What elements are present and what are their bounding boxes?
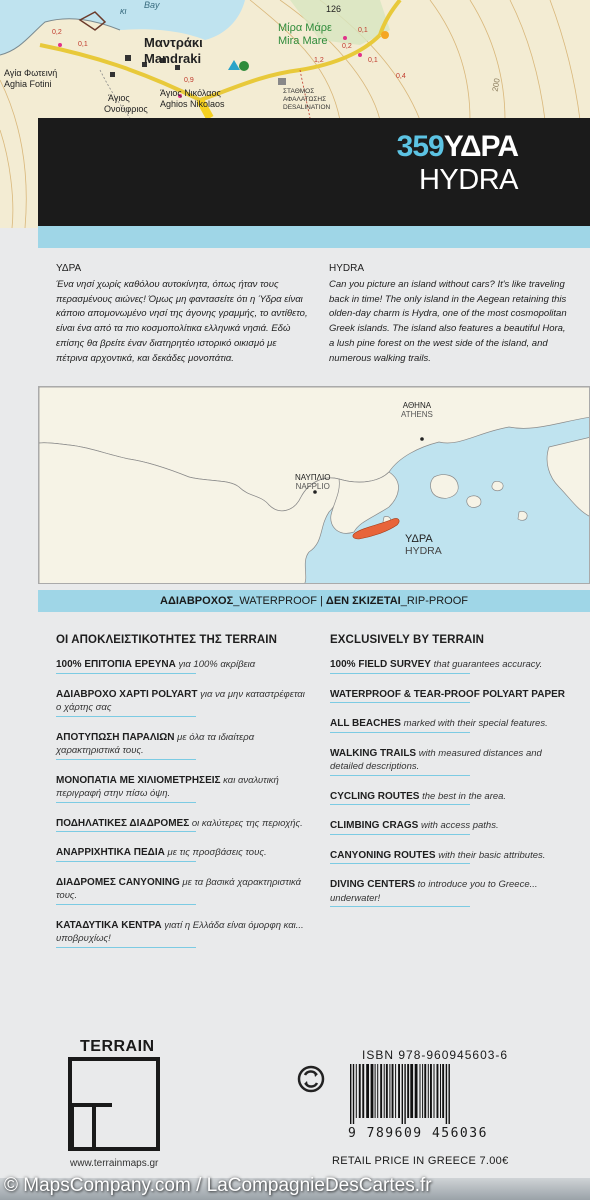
barcode-bar	[424, 1064, 426, 1118]
map-label-agia-fotini-en: Aghia Fotini	[4, 79, 52, 89]
features-english	[330, 634, 570, 921]
barcode-bar	[375, 1064, 376, 1118]
feature-english-item-underline	[330, 834, 470, 835]
feature-english-item-desc: to introduce you to Greece... underwater!	[330, 879, 538, 904]
barcode-bar	[437, 1064, 439, 1118]
barcode-bar	[380, 1064, 382, 1118]
map-label-dist-12: 1,2	[314, 57, 324, 64]
map-label-dist-02a: 0,2	[52, 29, 62, 36]
barcode-bar	[356, 1064, 357, 1118]
feature-english-item-key: 100% FIELD SURVEY	[330, 659, 431, 670]
map-label-dist-02b: 0,2	[342, 43, 352, 50]
map-label-mira-mare-en: Mira Mare	[278, 35, 328, 47]
title-name-gr: ΥΔΡΑ	[443, 130, 518, 163]
feature-english-item	[330, 849, 570, 865]
feature-english-item-underline	[330, 906, 470, 907]
description-greek-text: Ένα νησί χωρίς καθόλου αυτοκίνητα, όπως ήταν τους περασμένους αιώνες! Όμως μη φαντασείτε ότι η Ύδρα είναι κάποιο απομονωμένο νησί της άγονης γραμμής, το αντίθετο, είναι ένα από τα πιο κοσμοπολίτικα ελληνικά νησιά. Εδώ επίσης θα βρείτε έναν διατηρητέο ιστορικό οικισμό με πέτρινα αρχοντικά, και δεκάδες μονοπάτια.	[56, 278, 308, 364]
feature-english-item-desc: the best in the area.	[419, 790, 507, 802]
map-label-mira-mare-gr: Μίρα Μάρε	[278, 22, 332, 34]
overview-label-hydra-gr: ΥΔΡΑ	[405, 533, 433, 545]
terrain-logo-icon	[68, 1057, 160, 1158]
barcode-bar	[410, 1064, 413, 1118]
feature-greek-item-desc: με τις προσβάσεις τους.	[164, 847, 267, 858]
title-name-en: HYDRA	[418, 164, 518, 196]
map-label-dist-04: 0,4	[396, 73, 406, 80]
barcode-digits: 9 789609 456036	[348, 1126, 488, 1141]
feature-greek-item-key: 100% ΕΠΙΤΟΠΙΑ ΕΡΕΥΝΑ	[56, 659, 176, 670]
description-english-heading: HYDRA	[329, 263, 365, 274]
feature-greek-item-desc: και αναλυτική περιγραφή στην πίσω όψη.	[56, 774, 279, 799]
title-band	[38, 118, 590, 226]
feature-greek-item-key: ΠΟΔΗΛΑΤΙΚΕΣ ΔΙΑΔΡΟΜΕΣ	[56, 817, 190, 829]
waterproof-bar	[38, 590, 590, 612]
barcode-bar	[440, 1064, 441, 1118]
feature-greek-item-key: ΑΝΑΡΡΙΧΗΤΙΚΑ ΠΕΔΙΑ	[56, 847, 165, 858]
map-label-bay: κι	[120, 6, 127, 16]
feature-greek-item-underline	[56, 802, 196, 803]
barcode-bar	[386, 1064, 388, 1118]
feature-greek-item	[56, 876, 306, 905]
feature-english-item	[330, 658, 570, 674]
map-label-dist-01b: 0,1	[358, 27, 368, 34]
features-english-heading: EXCLUSIVELY BY TERRAIN	[330, 634, 485, 646]
map-label-dist-01a: 0,1	[78, 41, 88, 48]
title-number: 359	[396, 130, 444, 163]
overview-label-athens-gr: ΑΘΗΝΑ	[402, 401, 432, 410]
accent-bar-top	[38, 226, 590, 248]
description-english	[329, 262, 567, 367]
feature-english-item-desc: with their basic attributes.	[435, 849, 546, 861]
feature-greek-item-underline	[56, 947, 196, 948]
barcode-bar	[350, 1064, 351, 1124]
feature-greek-item-underline	[56, 759, 196, 760]
barcode-bar	[442, 1064, 444, 1118]
feature-english-item-desc: with measured distances and detailed descriptions.	[330, 747, 542, 772]
feature-english-item-key: WALKING TRAILS	[330, 747, 417, 759]
feature-greek-item	[56, 731, 306, 760]
map-label-agios-nikolaos-gr: Άγιος Νικόλαος	[160, 88, 221, 98]
features-greek-heading: ΟΙ ΑΠΟΚΛΕΙΣΤΙΚΟΤΗΤΕΣ ΤΗΣ TERRAIN	[56, 634, 278, 646]
feature-english-item-desc: with access paths.	[418, 820, 499, 831]
barcode	[348, 1064, 534, 1129]
feature-greek-item-key: ΔΙΑΔΡΟΜΕΣ CANYONING	[56, 876, 180, 888]
feature-greek-item-key: ΜΟΝΟΠΑΤΙΑ ΜΕ ΧΙΛΙΟΜΕΤΡΗΣΕΙΣ	[56, 774, 221, 786]
barcode-bar	[407, 1064, 409, 1118]
isbn-label: ISBN 978-960945603-6	[362, 1048, 509, 1062]
map-label-agios-nikolaos-en: Aghios Nikolaos	[160, 99, 225, 109]
feature-greek-item-underline	[56, 716, 196, 717]
feature-greek-item-desc: για 100% ακρίβεια	[175, 659, 256, 670]
map-label-station-2: ΑΦΑΛΑΤΩΣΗΣ	[283, 96, 327, 103]
feature-english-item	[330, 747, 570, 776]
map-label-elev-200: 200	[490, 77, 502, 93]
overview-label-hydra	[405, 533, 442, 557]
feature-greek-item-underline	[56, 673, 196, 674]
feature-english-item-desc: marked with their special features.	[400, 718, 548, 729]
feature-greek-item-underline	[56, 904, 196, 905]
feature-greek-item-desc: με όλα τα ιδιαίτερα χαρακτηριστικά τους.	[56, 731, 255, 756]
feature-english-item	[330, 717, 570, 733]
retail-price: RETAIL PRICE IN GREECE 7.00€	[332, 1155, 509, 1167]
feature-greek-item-desc: γιατί η Ελλάδα είναι όμορφη και... υποβρυχίως!	[56, 919, 304, 944]
feature-greek-item-underline	[56, 861, 196, 862]
feature-english-item	[330, 790, 570, 806]
map-label-dist-01c: 0,1	[368, 57, 378, 64]
feature-english-item	[330, 878, 570, 907]
feature-greek-item-key: ΚΑΤΑΔΥΤΙΚΑ ΚΕΝΤΡΑ	[56, 919, 162, 931]
feature-greek-item-underline	[56, 831, 196, 832]
feature-english-item-underline	[330, 775, 470, 776]
recycle-icon	[296, 1064, 326, 1099]
barcode-bar	[422, 1064, 423, 1118]
waterproof-separator: |	[316, 595, 326, 607]
feature-greek-item-desc: με τα βασικά χαρακτηριστικά τους.	[56, 876, 302, 901]
feature-greek-item	[56, 817, 306, 833]
map-label-station-3: DESALINATION	[283, 104, 331, 111]
barcode-bar	[371, 1064, 374, 1118]
barcode-bar	[430, 1064, 432, 1118]
watermark: © MapsCompany.com / LaCompagnieDesCartes.fr	[4, 1175, 432, 1196]
features-greek	[56, 634, 306, 962]
barcode-bar	[415, 1064, 418, 1118]
map-label-station-1: ΣΤΑΘΜΟΣ	[283, 88, 315, 95]
description-greek	[56, 262, 310, 367]
barcode-bar	[402, 1064, 403, 1124]
feature-greek-item	[56, 658, 306, 674]
feature-english-item-underline	[330, 702, 470, 703]
overview-label-hydra-en: HYDRA	[405, 545, 442, 557]
feature-english-item-key: WATERPROOF & TEAR-PROOF POLYART PAPER	[330, 688, 566, 700]
overview-map	[38, 386, 590, 584]
barcode-bar	[420, 1064, 421, 1118]
feature-greek-item-desc: για να μην καταστρέφεται ο χάρτης σας	[56, 688, 305, 713]
ripproof-en: _RIP-PROOF	[400, 595, 468, 607]
feature-greek-item-desc: οι καλύτερες της περιοχής.	[189, 817, 303, 829]
barcode-bar	[434, 1064, 435, 1118]
barcode-bar	[384, 1064, 385, 1118]
feature-english-item	[330, 819, 570, 835]
description-greek-heading: ΥΔΡΑ	[56, 263, 82, 274]
overview-label-athens	[401, 401, 433, 419]
map-label-agia-fotini-gr: Αγία Φωτεινή	[4, 68, 58, 78]
waterproof-en: _WATERPROOF	[233, 595, 317, 607]
feature-english-item-underline	[330, 863, 470, 864]
feature-greek-item	[56, 846, 306, 862]
feature-greek-item-key: ΑΔΙΑΒΡΟΧΟ ΧΑΡΤΙ POLYART	[56, 688, 198, 700]
barcode-bar	[404, 1064, 405, 1124]
overview-label-nafplio	[295, 473, 330, 491]
barcode-bar	[377, 1064, 378, 1118]
map-label-mandraki-gr: Μαντράκι	[144, 35, 203, 50]
ripproof-gr: ΔΕΝ ΣΚΙΖΕΤΑΙ	[325, 595, 401, 607]
feature-english-item-underline	[330, 804, 470, 805]
title-line	[397, 130, 518, 164]
features-greek-list	[56, 658, 306, 948]
map-label-mandraki-en: Mandraki	[144, 51, 202, 66]
barcode-bar	[446, 1064, 447, 1124]
overview-label-athens-en: ATHENS	[401, 410, 433, 419]
barcode-bar	[366, 1064, 369, 1118]
barcode-bar	[389, 1064, 390, 1118]
feature-greek-item	[56, 774, 306, 803]
waterproof-gr: ΑΔΙΑΒΡΟΧΟΣ	[160, 595, 234, 607]
overview-label-nafplio-gr: ΝΑΥΠΛΙΟ	[295, 473, 331, 482]
barcode-bar	[428, 1064, 429, 1118]
map-label-agios-onoufrios-1: Άγιος	[108, 93, 130, 103]
overview-label-nafplio-en: NAFPLIO	[295, 482, 330, 491]
barcode-bar	[449, 1064, 450, 1124]
map-label-agios-onoufrios-2: Ονούφριος	[104, 104, 148, 114]
feature-english-item-key: CLIMBING CRAGS	[330, 820, 419, 831]
feature-english-item	[330, 688, 570, 704]
feature-greek-item-key: ΑΠΟΤΥΠΩΣΗ ΠΑΡΑΛΙΩΝ	[56, 731, 175, 743]
barcode-bar	[353, 1064, 354, 1124]
publisher-name: TERRAIN	[80, 1038, 155, 1055]
barcode-bar	[362, 1064, 364, 1118]
feature-english-item-key: ALL BEACHES	[330, 718, 401, 729]
description-english-text: Can you picture an island without cars? It's like traveling back in time! The only island in the Aegean retaining this olden-day charm is Hydra, one of the most cosmopolitan Greek islands. The island also features a beautiful Hora, a lush pine forest on the west side of the island, and numerous walking trails.	[329, 278, 567, 364]
feature-english-item-underline	[330, 673, 470, 674]
feature-english-item-key: CANYONING ROUTES	[330, 849, 436, 861]
features-english-list	[330, 658, 570, 907]
feature-english-item-desc: that guarantees accuracy.	[430, 659, 543, 670]
map-label-dist-09: 0,9	[184, 77, 194, 84]
publisher-url: www.terrainmaps.gr	[70, 1158, 159, 1169]
feature-english-item-key: DIVING CENTERS	[330, 879, 416, 890]
feature-english-item-underline	[330, 732, 470, 733]
map-label-elev-126: 126	[326, 4, 342, 14]
map-label-bay-2: Bay	[144, 0, 160, 10]
barcode-bar	[398, 1064, 400, 1118]
feature-english-item-key: CYCLING ROUTES	[330, 790, 420, 802]
barcode-bar	[392, 1064, 394, 1118]
feature-greek-item	[56, 688, 306, 717]
barcode-bar	[395, 1064, 396, 1118]
feature-greek-item	[56, 919, 306, 948]
barcode-bar	[359, 1064, 361, 1118]
